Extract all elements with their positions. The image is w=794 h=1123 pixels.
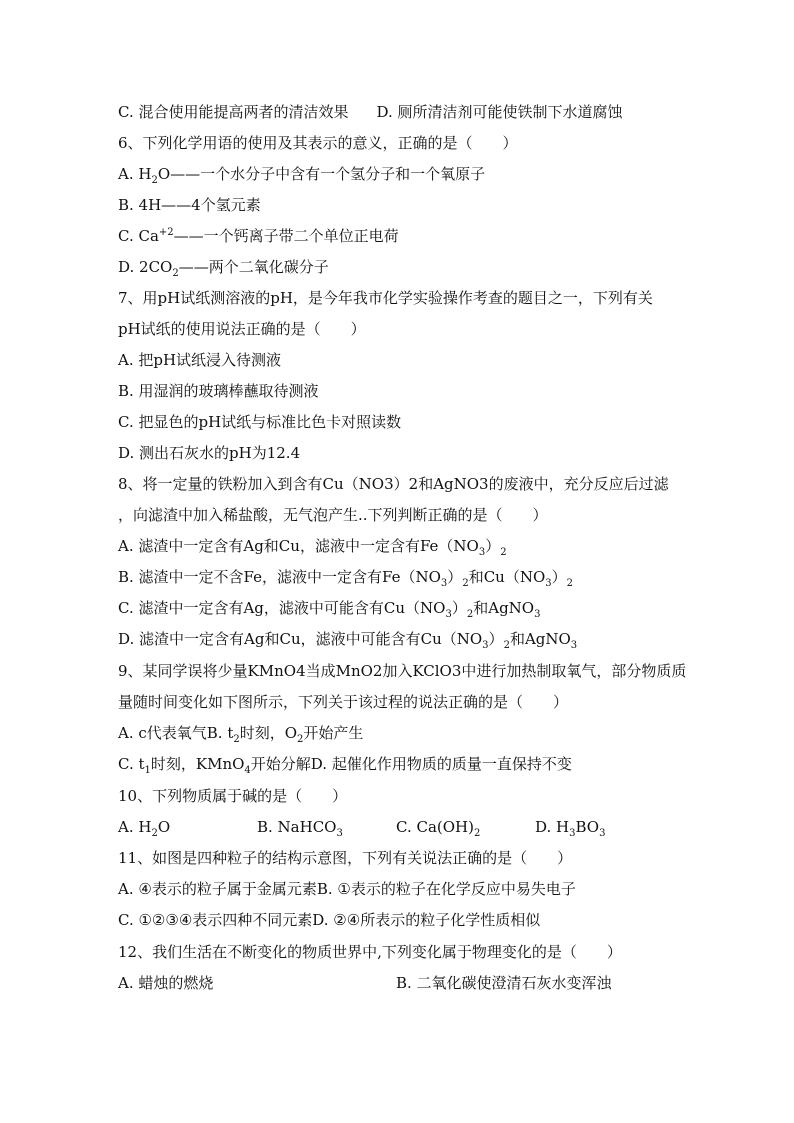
- q11-options-cd: C. ①②③④表示四种不同元素D. ②④所表示的粒子化学性质相似: [118, 911, 541, 929]
- q10-option-b: B. NaHCO$_3$: [257, 818, 343, 839]
- q8-stem: 8、将一定量的铁粉加入到含有Cu（NO3）2和AgNO3的废液中，充分反应后过滤: [118, 475, 669, 493]
- q6-option-b: B. 4H——4个氢元素: [118, 196, 261, 214]
- q9-stem-cont: 量随时间变化如下图所示，下列关于该过程的说法正确的是（ ）: [118, 693, 569, 711]
- q12-option-a: A. 蜡烛的燃烧: [118, 974, 214, 992]
- q5-options-cd: [118, 102, 623, 122]
- q6-option-a: A. $H_2O——$一个水分子中含有一个氢分子和一个氧原子: [118, 165, 486, 186]
- q12-options-ab: [118, 973, 612, 993]
- q5-option-c: C. 混合使用能提高两者的清洁效果: [118, 103, 349, 121]
- q11-stem: 11、如图是四种粒子的结构示意图，下列有关说法正确的是（ ）: [118, 849, 573, 867]
- q9-stem: 9、某同学误将少量KMnO4当成MnO2加入KClO3中进行加热制取氧气，部分物质质: [118, 662, 687, 680]
- q10-options: [118, 817, 605, 837]
- q7-stem: 7、用pH试纸测溶液的pH，是今年我市化学实验操作考查的题目之一，下列有关: [118, 289, 653, 307]
- q8-option-d: D. 滤渣中一定含有Ag和Cu，滤液中可能含有$Cu(NO_3)_2$和AgNO$_3$: [118, 630, 578, 651]
- q6-stem: 6、下列化学用语的使用及其表示的意义，正确的是（ ）: [118, 134, 518, 152]
- q7-option-c: C. 把显色的pH试纸与标准比色卡对照读数: [118, 413, 402, 431]
- q11-options-ab: A. ④表示的粒子属于金属元素B. ①表示的粒子在化学反应中易失电子: [118, 880, 576, 898]
- q12-option-b: B. 二氧化碳使澄清石灰水变浑浊: [396, 974, 612, 992]
- q5-option-d: D. 厕所清洁剂可能使铁制下水道腐蚀: [376, 103, 623, 121]
- q9-options-cd: C. $t_1$时刻，KMnO$_4$开始分解D. 起催化作用物质的质量一直保持不变: [118, 755, 572, 776]
- q12-stem: 12、我们生活在不断变化的物质世界中,下列变化属于物理变化的是（ ）: [118, 943, 622, 961]
- q8-option-c: C. 滤渣中一定含有Ag，滤液中可能含有$Cu(NO_3)_2$和AgNO$_3$: [118, 599, 541, 620]
- q7-option-d: D. 测出石灰水的pH为12.4: [118, 444, 301, 462]
- q7-stem-cont: pH试纸的使用说法正确的是（ ）: [118, 320, 366, 338]
- q10-option-a: A. $H_2O$: [118, 818, 171, 839]
- q10-stem: 10、下列物质属于碱的是（ ）: [118, 787, 348, 805]
- q7-option-b: B. 用湿润的玻璃棒蘸取待测液: [118, 382, 319, 400]
- q10-option-d: D. $H_3BO_3$: [535, 818, 606, 839]
- q10-option-c: C. $Ca(OH)_2$: [396, 818, 481, 839]
- q9-options-ab: A. c代表氧气B. $t_2$时刻，$O_2$开始产生: [118, 724, 364, 745]
- q6-option-d: D. $2CO_2——$两个二氧化碳分子: [118, 258, 329, 279]
- q6-option-c: C. $Ca^{+2}——$一个钙离子带二个单位正电荷: [118, 227, 399, 245]
- q8-option-a: A. 滤渣中一定含有Ag和Cu，滤液中一定含有$Fe(NO_3)_2$: [118, 537, 507, 558]
- q8-stem-cont: ，向滤渣中加入稀盐酸，无气泡产生..下列判断正确的是（ ）: [118, 506, 548, 524]
- q8-option-b: B. 滤渣中一定不含Fe，滤液中一定含有$Fe(NO_3)_2$和$Cu(NO_3)_2$: [118, 568, 574, 589]
- q7-option-a: A. 把pH试纸浸入待测液: [118, 351, 282, 369]
